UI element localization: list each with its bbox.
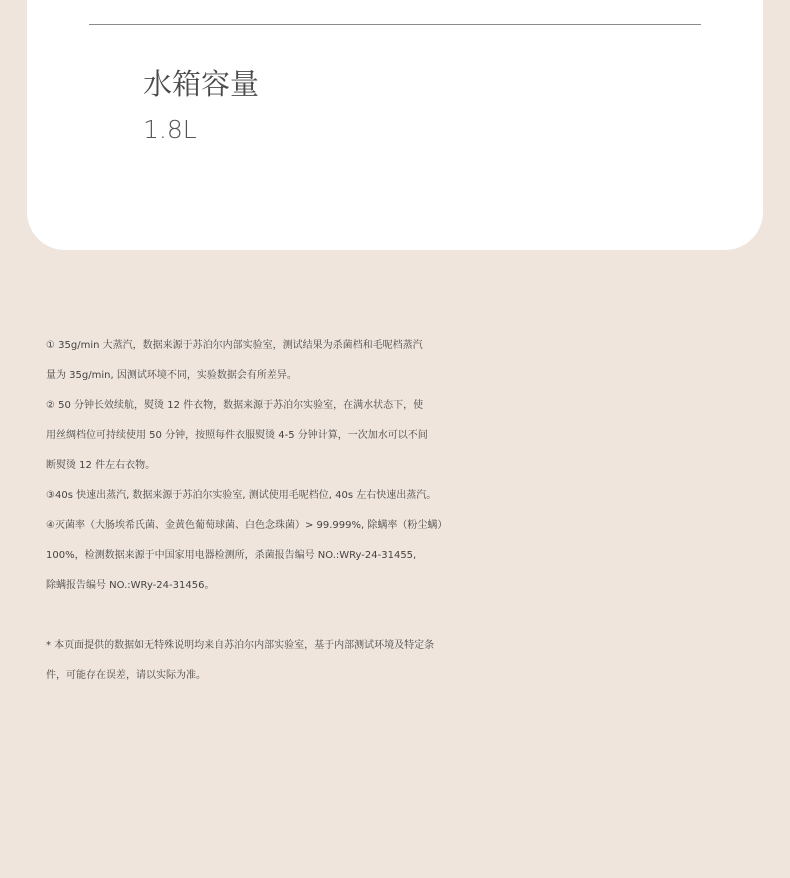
disclaimer <box>46 631 756 691</box>
spec-value: 1.8L <box>143 115 197 144</box>
footnote-line: ② 50 分钟长效续航，熨烫 12 件衣物，数据来源于苏泊尔实验室，在满水状态下，使 <box>46 400 424 411</box>
footnote-line: ③40s 快速出蒸汽, 数据来源于苏泊尔实验室, 测试使用毛呢档位, 40s 左右快速出蒸汽。 <box>46 490 437 501</box>
disclaimer-line: * 本页面提供的数据如无特殊说明均来自苏泊尔内部实验室，基于内部测试环境及特定条 <box>46 640 435 651</box>
footnote-line: ① 35g/min 大蒸汽，数据来源于苏泊尔内部实验室，测试结果为杀菌档和毛呢档蒸汽 <box>46 340 423 351</box>
spec-card <box>27 0 763 250</box>
footnote-line: 断熨烫 12 件左右衣物。 <box>46 460 156 471</box>
footnote-line: 用丝绸档位可持续使用 50 分钟，按照每件衣服熨烫 4-5 分钟计算，一次加水可以不间 <box>46 430 428 441</box>
footnote-line: ④灭菌率（大肠埃希氏菌、金黄色葡萄球菌、白色念珠菌）> 99.999%, 除螨率（粉尘螨） <box>46 520 448 531</box>
spec-label: 水箱容量 <box>143 67 260 101</box>
footnotes <box>46 331 756 601</box>
footnote-line: 量为 35g/min, 因测试环境不同，实验数据会有所差异。 <box>46 370 297 381</box>
divider <box>89 24 701 25</box>
disclaimer-line: 件，可能存在误差，请以实际为准。 <box>46 670 206 681</box>
footnote-line: 除螨报告编号 NO.:WRy-24-31456。 <box>46 580 215 591</box>
footnote-line: 100%，检测数据来源于中国家用电器检测所，杀菌报告编号 NO.:WRy-24-31455, <box>46 550 417 561</box>
